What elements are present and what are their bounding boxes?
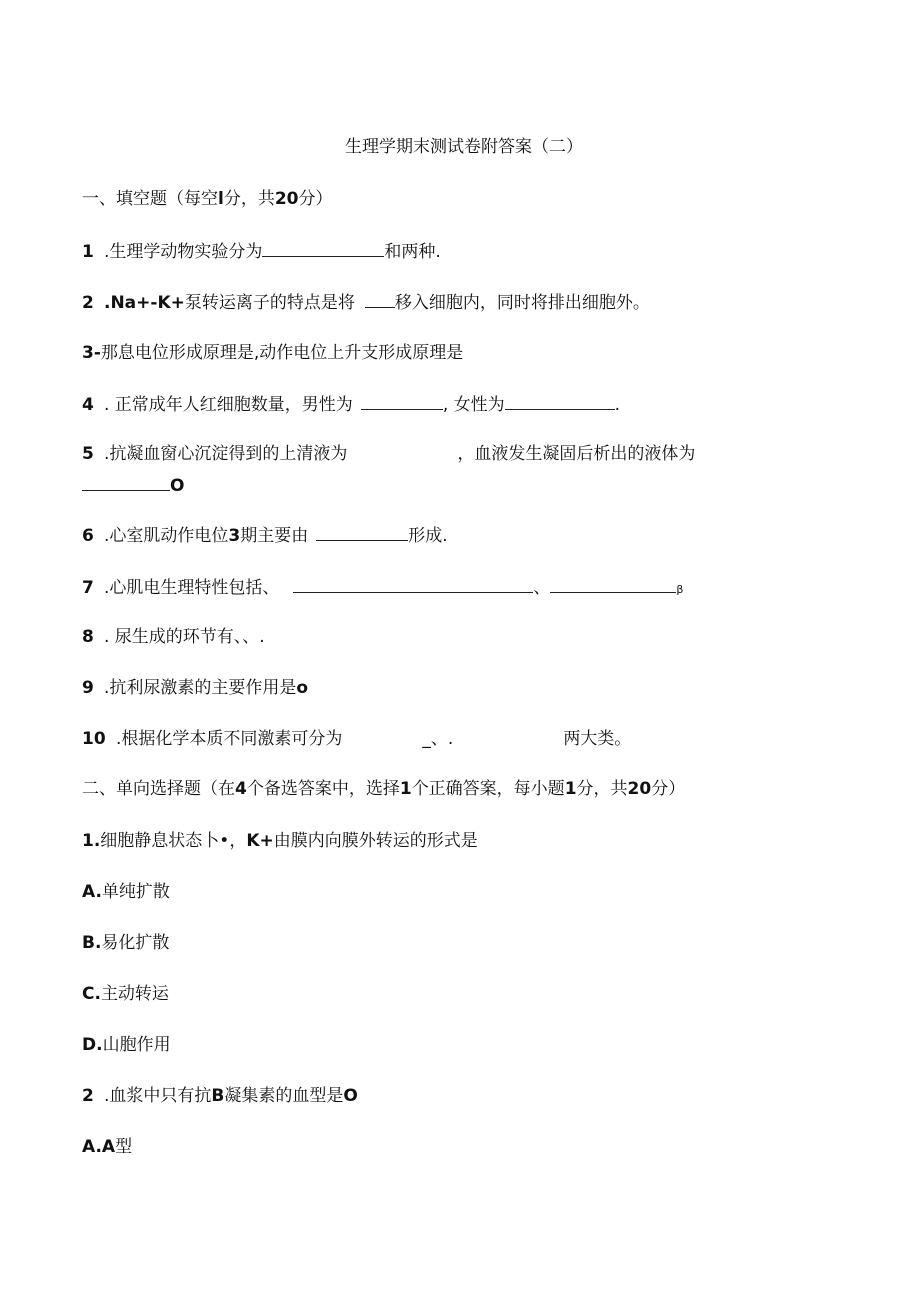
- answer-blank: [262, 240, 384, 257]
- fill-question-2: 2 .Na+-K+泵转运离子的特点是将 移入细胞内，同时将排出细胞外。: [82, 293, 650, 313]
- answer-blank: [293, 576, 533, 593]
- choice-question-2: 2 .血浆中只有抗B凝集素的血型是O: [82, 1086, 358, 1106]
- fill-question-4: 4 . 正常成年人红细胞数量，男性为 , 女性为 .: [82, 395, 621, 415]
- answer-blank: [365, 291, 395, 308]
- section2-heading: 二、单向选择题（在4个备选答案中，选择1个正确答案，每小题1分，共20分）: [82, 779, 686, 799]
- fill-question-1: 1 .生理学动物实验分为 和两种.: [82, 242, 441, 262]
- fill-question-5: 5 .抗凝血窗心沉淀得到的上清液为 ，血液发生凝固后析出的液体为: [82, 444, 696, 464]
- choice-question-1: 1.细胞静息状态卜•，K+由膜内向膜外转运的形式是: [82, 831, 478, 851]
- answer-blank: [505, 393, 615, 410]
- fill-question-3: 3-那息电位形成原理是,动作电位上升支形成原理是: [82, 343, 464, 363]
- answer-blank: [550, 576, 676, 593]
- option-d: D.山胞作用: [82, 1035, 171, 1055]
- option-a: A.单纯扩散: [82, 882, 170, 902]
- fill-question-10: 10 .根据化学本质不同激素可分为 _、. 两大类。: [82, 729, 632, 749]
- fill-question-5-continued: O: [82, 474, 184, 497]
- option-c: C.主动转运: [82, 984, 169, 1004]
- fill-question-8: 8 . 尿生成的环节有、、.: [82, 627, 265, 647]
- answer-blank: [316, 524, 408, 541]
- fill-question-7: 7 .心肌电生理特性包括、 、 β: [82, 578, 684, 598]
- answer-blank: [82, 474, 170, 491]
- fill-question-9: 9 .抗利尿激素的主要作用是o: [82, 678, 309, 698]
- answer-blank: [361, 393, 443, 410]
- option-a: A.A型: [82, 1137, 133, 1157]
- option-b: B.易化扩散: [82, 933, 170, 953]
- section1-heading: 一、填空题（每空l分，共20分）: [82, 189, 333, 209]
- document-title: 生理学期末测试卷附答案（二）: [345, 137, 583, 157]
- fill-question-6: 6 .心室肌动作电位3期主要由 形成.: [82, 526, 448, 546]
